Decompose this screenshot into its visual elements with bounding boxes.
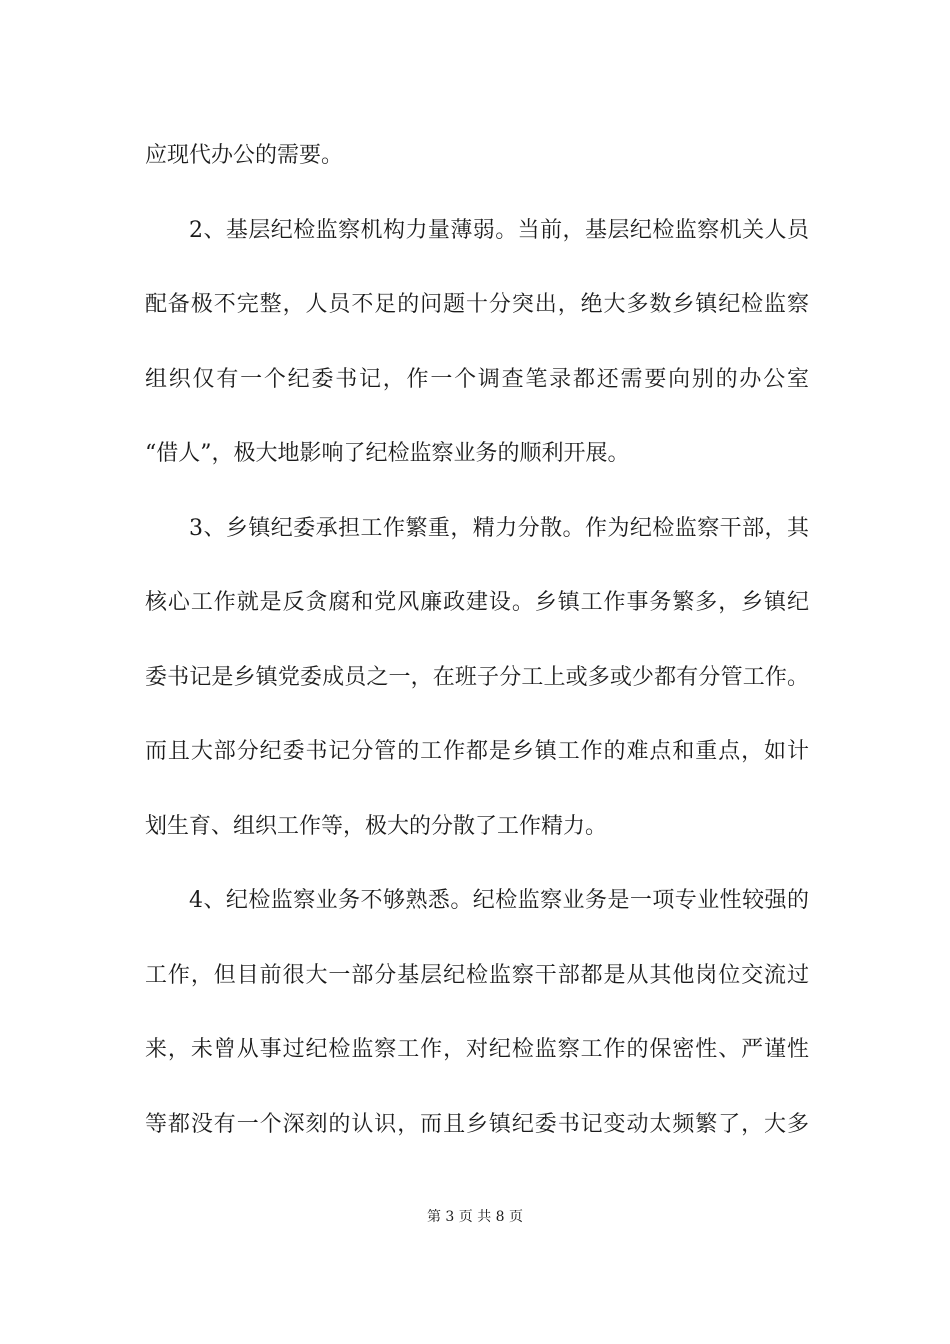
text-line: 2、基层纪检监察机构力量薄弱。当前，基层纪检监察机关人员: [189, 217, 809, 243]
text-line: 配备极不完整，人员不足的问题十分突出，绝大多数乡镇纪检监察: [145, 292, 809, 317]
text-line: 等都没有一个深刻的认识，而且乡镇纪委书记变动太频繁了，大多: [145, 1111, 809, 1137]
text-line: 划生育、组织工作等，极大的分散了工作精力。: [145, 813, 608, 839]
page-footer: [0, 1206, 950, 1226]
text-line: 应现代办公的需要。: [145, 143, 344, 168]
document-body: [145, 131, 809, 1174]
text-line: 而且大部分纪委书记分管的工作都是乡镇工作的难点和重点，如计: [145, 739, 809, 764]
text-line: 委书记是乡镇党委成员之一，在班子分工上或多或少都有分管工作。: [145, 664, 809, 690]
text-line: 组织仅有一个纪委书记，作一个调查笔录都还需要向别的办公室: [145, 366, 809, 392]
text-line: 核心工作就是反贪腐和党风廉政建设。乡镇工作事务繁多，乡镇纪: [145, 590, 809, 615]
text-line: 3、乡镇纪委承担工作繁重，精力分散。作为纪检监察干部，其: [189, 515, 809, 541]
text-line: 来，未曾从事过纪检监察工作，对纪检监察工作的保密性、严谨性: [145, 1037, 809, 1062]
text-line: 4、纪检监察业务不够熟悉。纪检监察业务是一项专业性较强的: [189, 888, 809, 913]
text-line: 工作，但目前很大一部分基层纪检监察干部都是从其他岗位交流过: [145, 962, 809, 988]
page-number: 第 3 页 共 8 页: [426, 1209, 524, 1225]
text-line: “借人”，极大地影响了纪检监察业务的顺利开展。: [145, 441, 630, 466]
